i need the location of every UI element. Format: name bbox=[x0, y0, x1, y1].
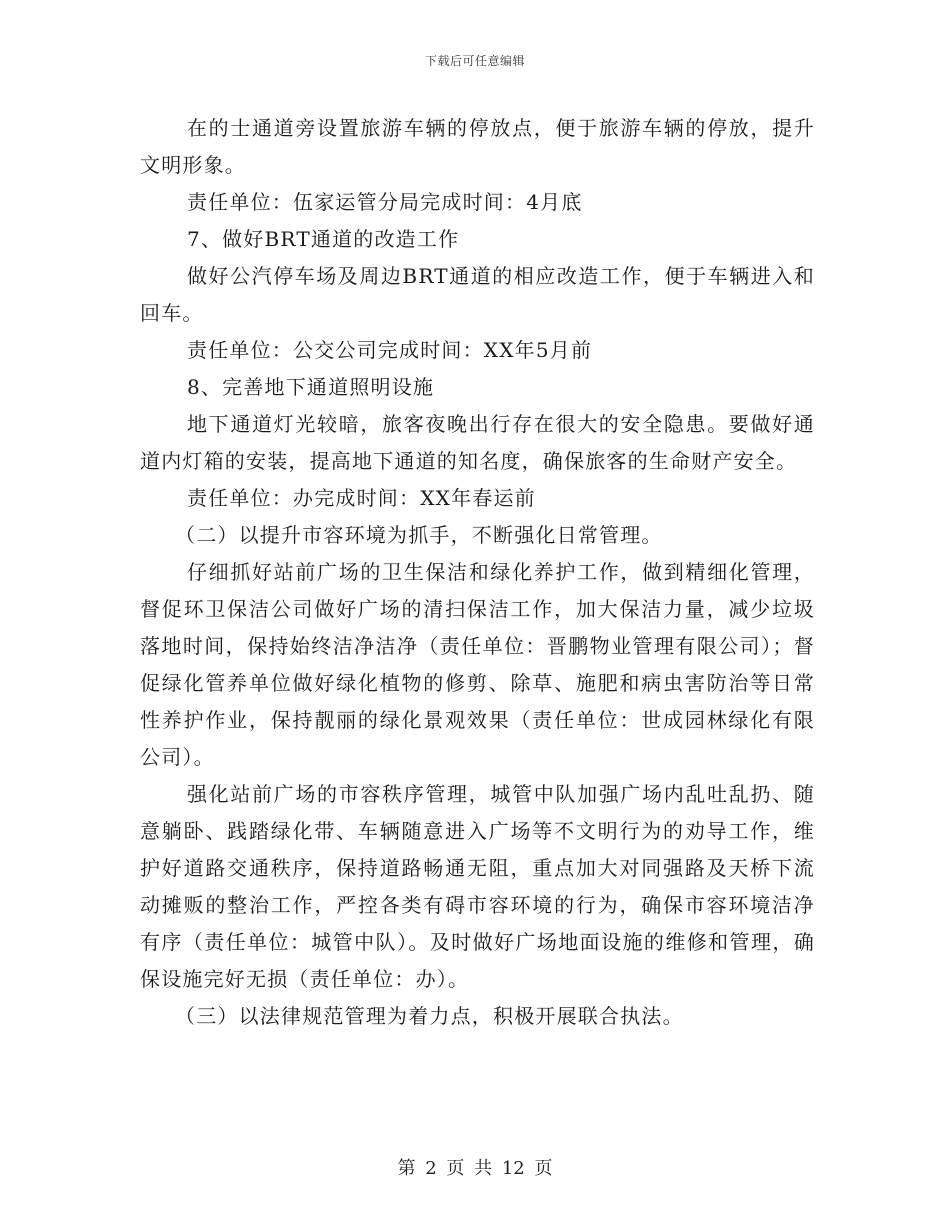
section-heading: （二）以提升市容环境为抓手，不断强化日常管理。 bbox=[175, 523, 663, 547]
paragraph: 责任单位：办完成时间：XX年春运前 bbox=[187, 486, 536, 510]
section-heading: 8、完善地下通道照明设施 bbox=[187, 375, 435, 399]
section-heading: （三）以法律规范管理为着力点，积极开展联合执法。 bbox=[175, 1004, 684, 1028]
page-header: 下载后可任意编辑 bbox=[424, 54, 525, 68]
document-body bbox=[140, 110, 815, 1035]
page-number-footer: 第 2 页 共 12 页 bbox=[397, 1158, 553, 1179]
paragraph: 做好公汽停车场及周边BRT通道的相应改造工作，便于车辆进入和回车。 bbox=[140, 264, 815, 325]
section-heading: 7、做好BRT通道的改造工作 bbox=[187, 227, 460, 251]
paragraph: 责任单位：公交公司完成时间：XX年5月前 bbox=[187, 338, 593, 362]
paragraph: 强化站前广场的市容秩序管理，城管中队加强广场内乱吐乱扔、随意躺卧、践踏绿化带、车辆随意进入广场等不文明行为的劝导工作，维护好道路交通秩序，保持道路畅通无阻，重点加大对同强路及天桥下流动摊贩的整治工作，严控各类有碍市容环境的行为，确保市容环境洁净有序（责任单位：城管中队）。及时做好广场地面设施的维修和管理，确保设施完好无损（责任单位：办）。 bbox=[140, 782, 815, 991]
paragraph: 责任单位：伍家运管分局完成时间：4月底 bbox=[187, 190, 583, 214]
paragraph: 在的士通道旁设置旅游车辆的停放点，便于旅游车辆的停放，提升文明形象。 bbox=[140, 116, 815, 177]
paragraph: 仔细抓好站前广场的卫生保洁和绿化养护工作，做到精细化管理，督促环卫保洁公司做好广场的清扫保洁工作，加大保洁力量，减少垃圾落地时间，保持始终洁净洁净（责任单位：晋鹏物业管理有限公司）；督促绿化管养单位做好绿化植物的修剪、除草、施肥和病虫害防治等日常性养护作业，保持靓丽的绿化景观效果（责任单位：世成园林绿化有限公司）。 bbox=[140, 560, 815, 769]
paragraph: 地下通道灯光较暗，旅客夜晚出行存在很大的安全隐患。要做好通道内灯箱的安装，提高地下通道的知名度，确保旅客的生命财产安全。 bbox=[140, 412, 815, 473]
